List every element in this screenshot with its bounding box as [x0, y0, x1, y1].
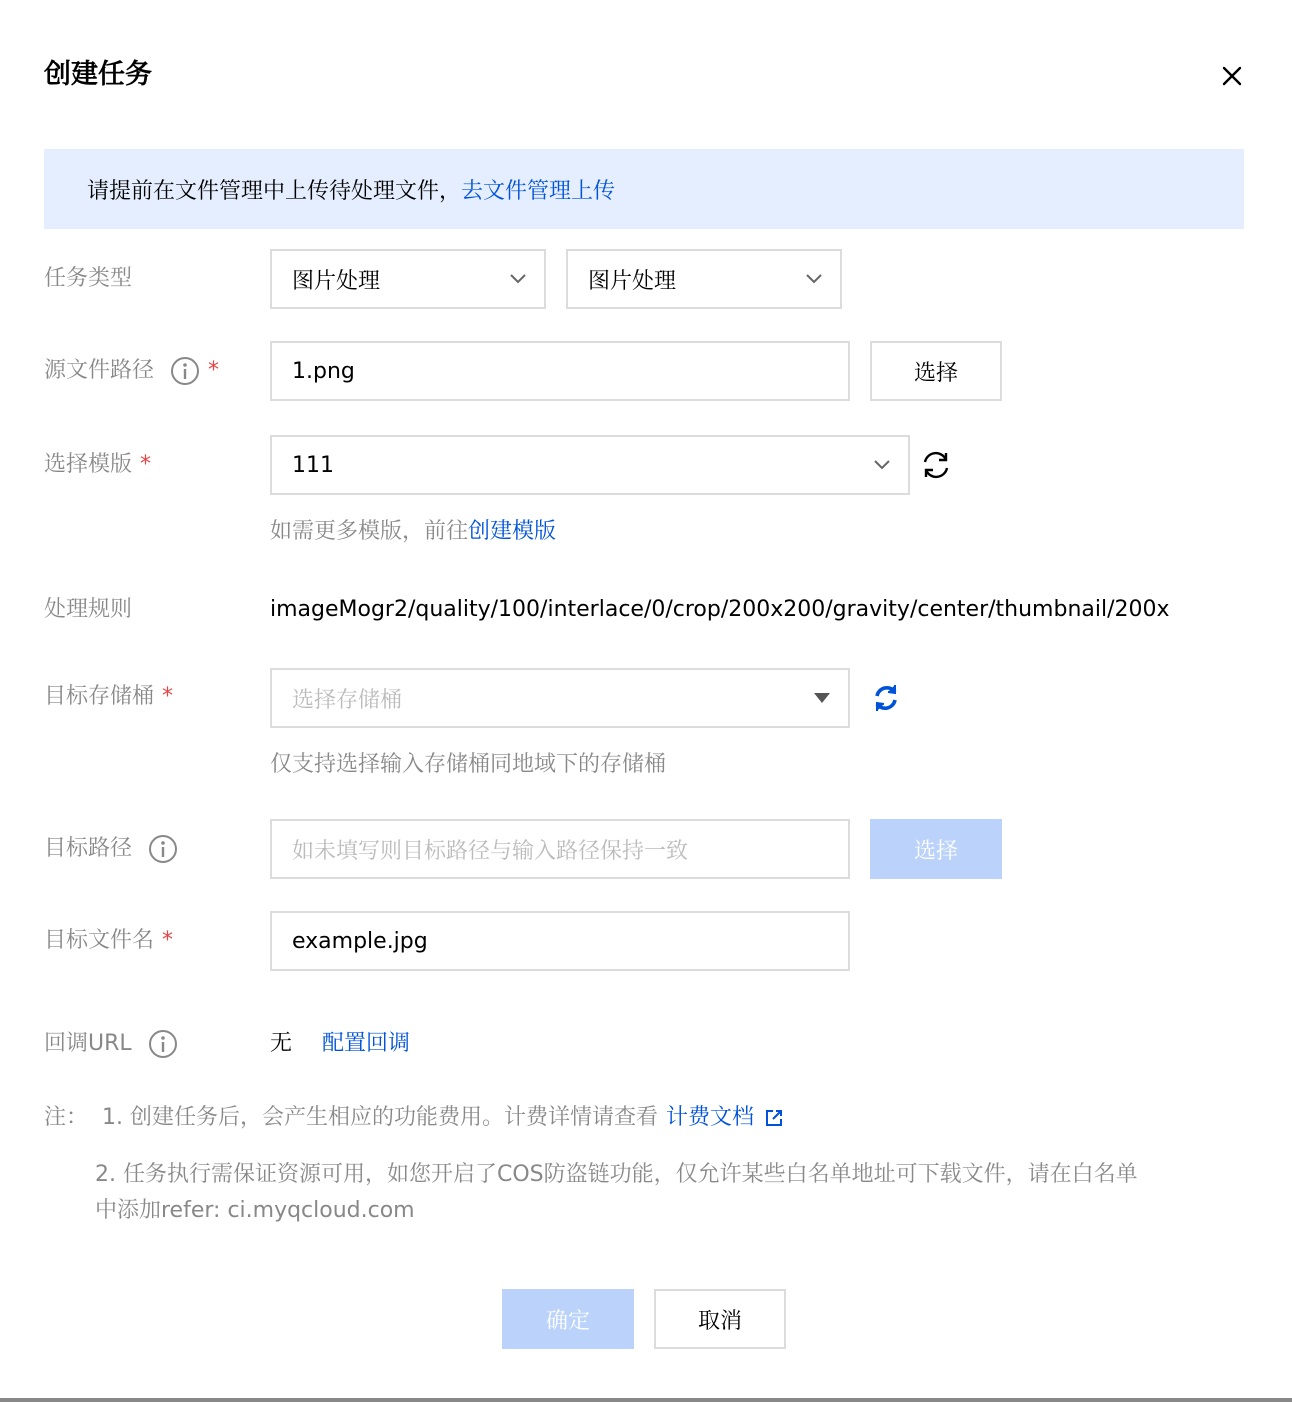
notice-banner — [44, 149, 1244, 229]
info-icon[interactable] — [148, 834, 178, 864]
refresh-icon — [918, 447, 954, 483]
required-mark: * — [140, 452, 152, 477]
template-label: 选择模版 * — [44, 449, 151, 481]
required-mark: * — [162, 684, 174, 709]
task-type-label: 任务类型 — [44, 266, 133, 291]
billing-doc-link[interactable]: 计费文档 — [666, 1105, 755, 1130]
target-bucket-select[interactable]: 选择存储桶 — [270, 668, 850, 728]
rule-value: imageMogr2/quality/100/interlace/0/crop/200x200/gravity/center/thumbnail/200x — [270, 597, 1170, 622]
refresh-icon — [868, 680, 904, 716]
target-filename-label: 目标文件名 * — [44, 925, 173, 957]
source-path-label: 源文件路径 * — [44, 355, 219, 387]
template-refresh-button[interactable] — [918, 447, 954, 483]
note-line-1: 1. 创建任务后，会产生相应的功能费用。计费详情请查看 计费文档 — [102, 1100, 784, 1136]
upload-link[interactable]: 去文件管理上传 — [461, 178, 616, 204]
required-mark: * — [162, 928, 174, 953]
chevron-down-icon — [510, 274, 526, 284]
target-bucket-help: 仅支持选择输入存储桶同地域下的存储桶 — [270, 752, 667, 777]
source-select-button[interactable]: 选择 — [870, 341, 1002, 401]
confirm-button[interactable]: 确定 — [502, 1289, 634, 1349]
bucket-refresh-button[interactable] — [868, 680, 904, 716]
target-filename-input[interactable]: example.jpg — [270, 911, 850, 971]
rule-label: 处理规则 — [44, 597, 133, 622]
cancel-button[interactable]: 取消 — [654, 1289, 786, 1349]
template-help: 如需更多模版，前往创建模版 — [270, 519, 557, 544]
note-line-2a: 2. 任务执行需保证资源可用，如您开启了COS防盗链功能，仅允许某些白名单地址可下载文件，请在白名单 — [95, 1162, 1138, 1187]
task-type-select-primary[interactable]: 图片处理 — [270, 249, 546, 309]
required-mark: * — [208, 358, 220, 383]
chevron-down-icon — [806, 274, 822, 284]
caret-down-icon — [814, 693, 830, 703]
template-select[interactable]: 111 — [270, 435, 910, 495]
target-path-select-button[interactable]: 选择 — [870, 819, 1002, 879]
close-button[interactable] — [1214, 58, 1250, 94]
close-icon — [1222, 66, 1242, 86]
notes-prefix: 注： — [44, 1105, 89, 1130]
target-bucket-label: 目标存储桶 * — [44, 681, 173, 713]
dialog-bottom-border — [0, 1398, 1292, 1402]
info-icon[interactable] — [170, 356, 200, 386]
task-type-select-secondary[interactable]: 图片处理 — [566, 249, 842, 309]
target-path-label: 目标路径 — [44, 833, 178, 865]
target-path-input[interactable]: 如未填写则目标路径与输入路径保持一致 — [270, 819, 850, 879]
dialog-title: 创建任务 — [44, 59, 152, 90]
external-link-icon[interactable] — [764, 1108, 784, 1128]
callback-value: 无 — [270, 1031, 293, 1056]
notice-text: 请提前在文件管理中上传待处理文件， — [87, 178, 462, 204]
chevron-down-icon — [874, 460, 890, 470]
note-line-2b: 中添加refer: ci.myqcloud.com — [95, 1198, 415, 1223]
configure-callback-link[interactable]: 配置回调 — [322, 1031, 411, 1056]
info-icon[interactable] — [148, 1029, 178, 1059]
source-path-input[interactable]: 1.png — [270, 341, 850, 401]
callback-label: 回调URL — [44, 1028, 178, 1060]
create-template-link[interactable]: 创建模版 — [468, 519, 557, 544]
